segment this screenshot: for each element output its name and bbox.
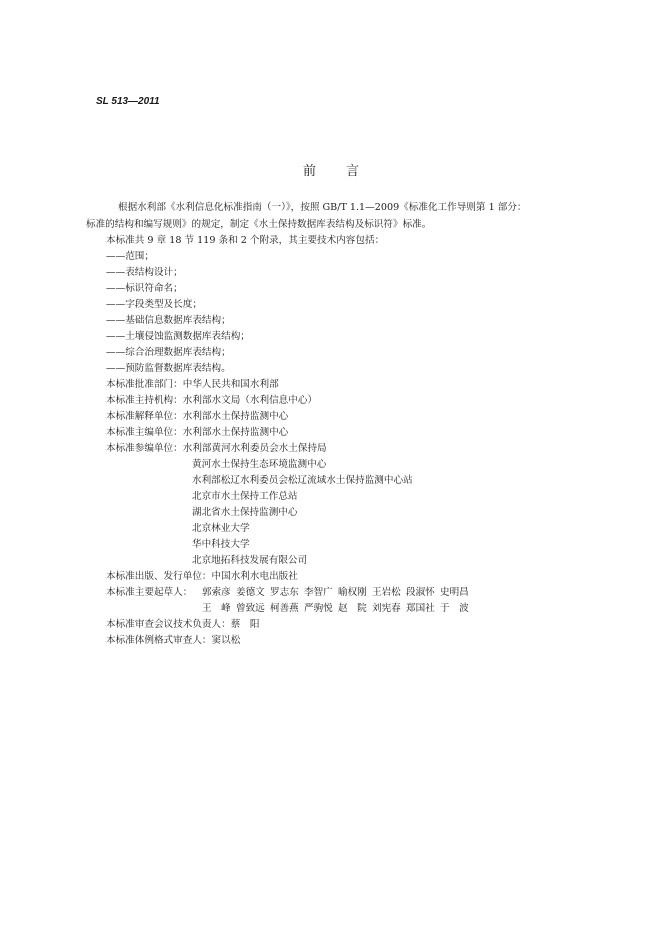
content-item: ——标识符命名；	[106, 283, 183, 294]
drafter-name: 王岩松	[372, 587, 401, 598]
drafter-name: 姜德文	[236, 587, 265, 598]
intro-line-1: 根据水利部《水利信息化标准指南（一）》，按照 GB/T 1.1—2009《标准化工作导则第 1 部分：	[118, 202, 527, 213]
drafter-name: 喻权刚	[338, 587, 367, 598]
drafter-name: 罗志东	[270, 587, 299, 598]
drafters-row-2	[202, 602, 474, 615]
drafter-name: 郭索彦	[202, 587, 231, 598]
drafter-name: 柯善燕	[270, 603, 299, 614]
host-organization: 本标准主持机构：水利部水文局（水利信息中心）	[106, 395, 318, 406]
standard-code: SL 513—2011	[96, 96, 160, 107]
approval-department: 本标准批准部门：中华人民共和国水利部	[106, 379, 279, 390]
drafters-row-1	[202, 586, 474, 599]
content-item: ——综合治理数据库表结构；	[106, 347, 231, 358]
interpreting-unit: 本标准解释单位：水利部水土保持监测中心	[106, 411, 289, 422]
drafter-name: 曾致远	[236, 603, 265, 614]
content-item: ——预防监督数据库表结构。	[106, 363, 231, 374]
drafter-name: 刘宪春	[372, 603, 401, 614]
drafter-name: 郑国社	[406, 603, 435, 614]
participating-units-label: 本标准参编单位：水利部黄河水利委员会水土保持局	[106, 443, 327, 454]
drafter-name: 李智广	[304, 587, 333, 598]
content-item: ——范围；	[106, 251, 154, 262]
participating-unit: 北京地拓科技发展有限公司	[192, 555, 308, 566]
participating-unit: 北京市水土保持工作总站	[192, 491, 298, 502]
chief-editor-unit: 本标准主编单位：水利部水土保持监测中心	[106, 427, 289, 438]
participating-unit: 北京林业大学	[192, 523, 250, 534]
content-item: ——字段类型及长度；	[106, 299, 202, 310]
drafter-name: 严驹悦	[304, 603, 333, 614]
content-item: ——表结构设计；	[106, 267, 183, 278]
intro-line-3: 本标准共 9 章 18 节 119 条和 2 个附录，其主要技术内容包括：	[106, 235, 385, 246]
content-item: ——土壤侵蚀监测数据库表结构；	[106, 331, 250, 342]
format-reviewer: 本标准体例格式审查人：窦以松	[106, 635, 241, 646]
drafters-label: 本标准主要起草人：	[106, 587, 193, 598]
title-char-1: 前	[302, 164, 316, 179]
drafter-name: 赵 院	[338, 603, 367, 614]
participating-unit: 水利部松辽水利委员会松辽流域水土保持监测中心站	[192, 475, 413, 486]
title-char-2: 言	[346, 164, 360, 179]
content-item: ——基础信息数据库表结构；	[106, 315, 231, 326]
drafter-name: 王 峰	[202, 603, 231, 614]
publisher: 本标准出版、发行单位：中国水利水电出版社	[106, 571, 298, 582]
drafter-name: 史明昌	[440, 587, 469, 598]
participating-unit: 华中科技大学	[192, 539, 250, 550]
drafter-name: 段淑怀	[406, 587, 435, 598]
page-title	[0, 160, 662, 179]
drafter-name: 于 波	[440, 603, 469, 614]
participating-unit: 湖北省水土保持监测中心	[192, 507, 298, 518]
review-technical-lead: 本标准审查会议技术负责人：蔡 阳	[106, 619, 260, 630]
participating-unit: 黄河水土保持生态环境监测中心	[192, 459, 327, 470]
intro-line-2: 标准的结构和编写规则》的规定，制定《水土保持数据库表结构及标识符》标准。	[86, 219, 432, 230]
